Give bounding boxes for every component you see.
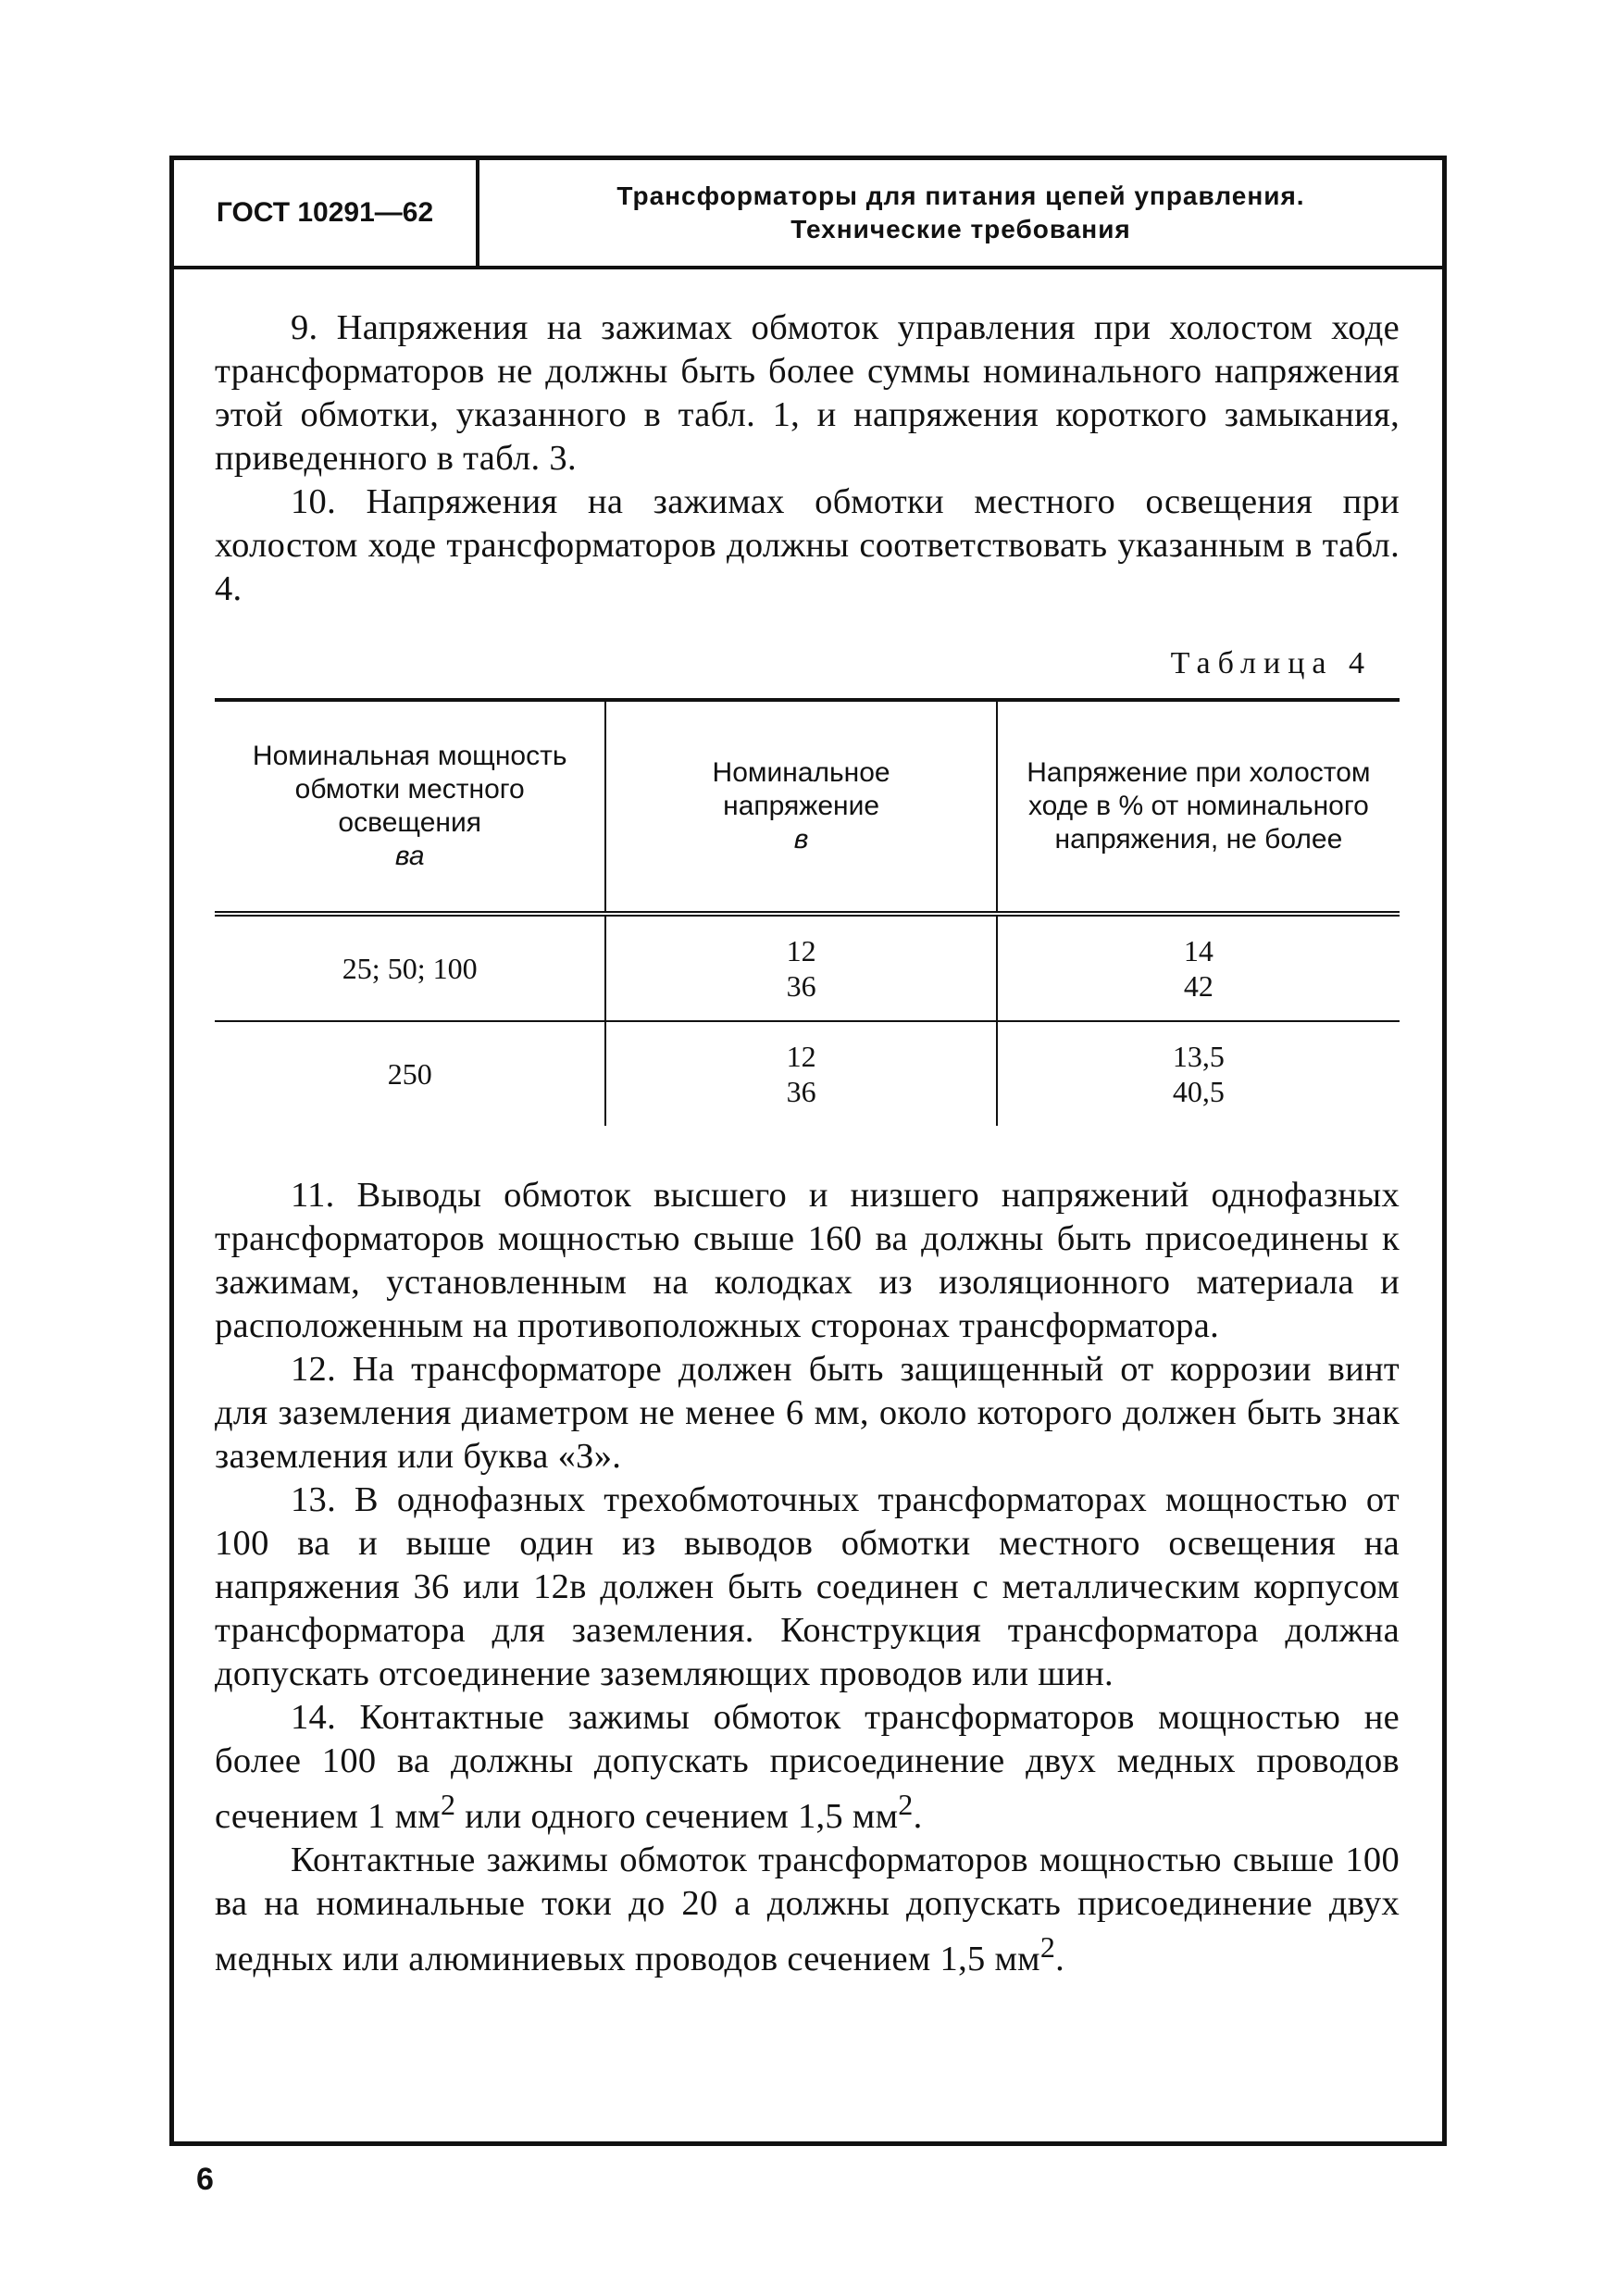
table-4 — [215, 698, 1400, 1126]
document-header — [174, 160, 1442, 269]
page-frame — [169, 156, 1447, 2144]
paragraph-13: 13. В однофазных трехобмоточных трансформаторах мощностью от 100 ва и выше один из выводов обмотки местного освещения на напряжения 36 или 12в должен быть соединен с металлическим корпусом трансформатора для заземления. Конструкция трансформатора должна допускать отсоединение заземляющих проводов или шин. — [215, 1480, 1400, 1693]
cell-power: 25; 50; 100 — [215, 914, 605, 1021]
page-number: 6 — [196, 2162, 214, 2197]
cell-noload-1: 14 — [1183, 934, 1214, 967]
cell-voltage-2: 36 — [786, 1075, 816, 1108]
paragraph-12: 12. На трансформаторе должен быть защищенный от коррозии винт для заземления диаметром не менее 6 мм, около которого должен быть знак заземления или буква «З». — [215, 1350, 1400, 1476]
header-noload-text: Напряжение при холостом ходе в % от номинального напряжения, не более — [1027, 757, 1371, 855]
cell-noload-2: 40,5 — [1172, 1075, 1225, 1108]
header-voltage-unit: в — [793, 824, 809, 855]
page-content — [215, 306, 1400, 1981]
cell-voltage-1: 12 — [786, 1040, 816, 1073]
title-line-1: Трансформаторы для питания цепей управления. — [616, 181, 1305, 210]
superscript: 2 — [440, 1788, 456, 1821]
header-noload — [997, 700, 1400, 914]
cell-voltage — [605, 914, 996, 1021]
paragraph-14-text-2: или одного сечением 1,5 мм — [455, 1796, 899, 1836]
table-row — [215, 914, 1400, 1021]
title-line-2: Технические требования — [790, 215, 1131, 243]
cell-voltage-2: 36 — [786, 969, 816, 1003]
paragraph-14-text-3: . — [913, 1796, 923, 1836]
cell-noload-2: 42 — [1183, 969, 1214, 1003]
table-row — [215, 1021, 1400, 1126]
header-voltage-text: Номинальное напряжение — [712, 757, 890, 821]
header-power-unit: ва — [394, 841, 425, 871]
paragraph-14-text-1: 14. Контактные зажимы обмоток трансформаторов мощностью не более 100 ва должны допускать присоединение двух медных проводов сечением 1 мм — [215, 1698, 1400, 1836]
document-title — [479, 160, 1442, 266]
table-header-row — [215, 700, 1400, 914]
header-power-text: Номинальная мощность обмотки местного освещения — [252, 741, 567, 838]
paragraph-14 — [215, 1696, 1400, 1839]
cell-noload — [997, 1021, 1400, 1126]
cell-noload — [997, 914, 1400, 1021]
paragraph-15-text-2: . — [1055, 1939, 1065, 1978]
paragraphs-after-table — [215, 1174, 1400, 1981]
superscript: 2 — [1039, 1929, 1056, 1964]
superscript: 2 — [898, 1788, 914, 1821]
table-caption: Таблица 4 — [1170, 646, 1372, 680]
paragraph-10: 10. Напряжения на зажимах обмотки местного освещения при холостом ходе трансформаторов должны соответствовать указанным в табл. 4. — [215, 482, 1400, 608]
paragraph-15-text-1: Контактные зажимы обмоток трансформаторов мощностью свыше 100 ва на номинальные токи до 20 а должны допускать присоединение двух медных или алюминиевых проводов сечением 1,5 мм — [215, 1840, 1400, 1978]
header-voltage — [605, 700, 996, 914]
standard-code: ГОСТ 10291—62 — [174, 160, 479, 266]
bottom-rule — [169, 2141, 1447, 2146]
paragraph-9: 9. Напряжения на зажимах обмоток управления при холостом ходе трансформаторов не должны быть более суммы номинального напряжения этой обмотки, указанного в табл. 1, и напряжения короткого замыкания, приведенного в табл. 3. — [215, 308, 1400, 478]
paragraph-15 — [215, 1839, 1400, 1981]
header-power — [215, 700, 605, 914]
cell-voltage-1: 12 — [786, 934, 816, 967]
cell-power: 250 — [387, 1057, 432, 1091]
paragraph-11: 11. Выводы обмоток высшего и низшего напряжений однофазных трансформаторов мощностью свыше 160 ва должны быть присоединены к зажимам, установленным на колодках из изоляционного материала и расположенным на противоположных сторонах трансформатора. — [215, 1176, 1400, 1345]
cell-voltage — [605, 1021, 996, 1126]
cell-noload-1: 13,5 — [1172, 1040, 1225, 1073]
